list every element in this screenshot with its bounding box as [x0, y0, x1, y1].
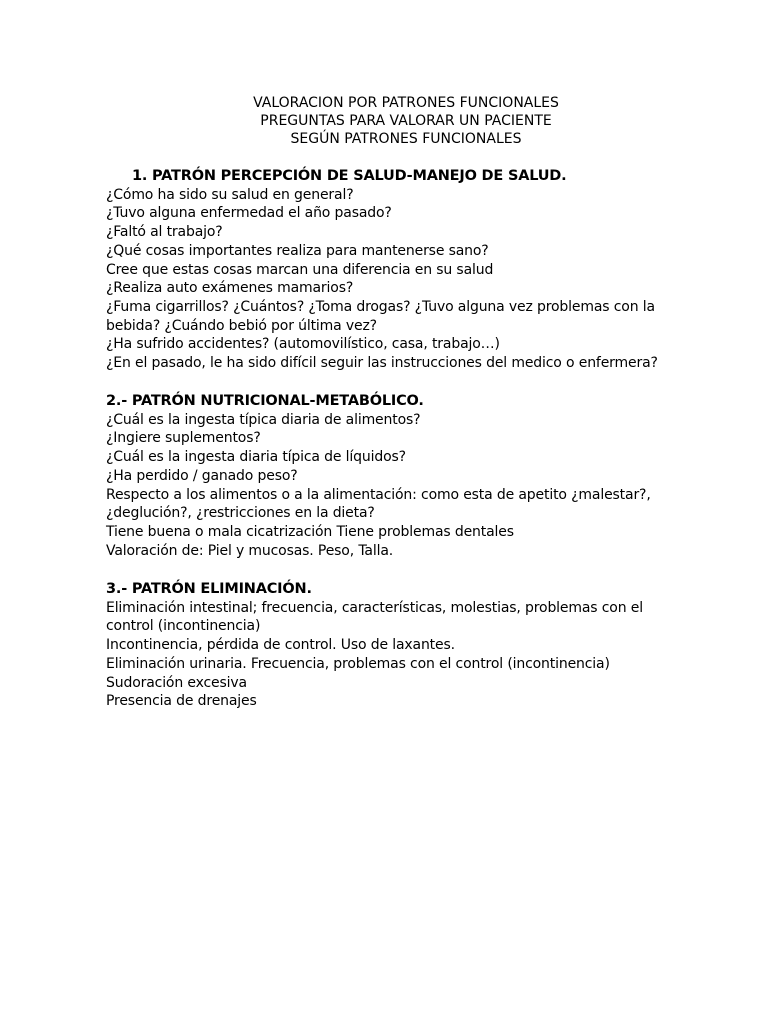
section-heading: 2.- PATRÓN NUTRICIONAL-METABÓLICO. [106, 393, 424, 409]
question-line: control (incontinencia) [106, 618, 261, 635]
question-line: ¿Cuál es la ingesta típica diaria de alimentos? [106, 411, 421, 428]
question-line: Tiene buena o mala cicatrización Tiene problemas dentales [106, 523, 514, 540]
question-line: ¿Faltó al trabajo? [106, 224, 223, 241]
section-heading: 3.- PATRÓN ELIMINACIÓN. [106, 581, 312, 597]
question-line: Eliminación urinaria. Frecuencia, problemas con el control (incontinencia) [106, 655, 610, 672]
section-elimination [106, 580, 666, 711]
question-line: Presencia de drenajes [106, 693, 257, 710]
question-line: Sudoración excesiva [106, 674, 247, 691]
section-heading: 1. PATRÓN PERCEPCIÓN DE SALUD-MANEJO DE SALUD. [132, 168, 567, 184]
section-health-perception [106, 167, 666, 373]
question-line: Incontinencia, pérdida de control. Uso de laxantes. [106, 637, 455, 654]
section-nutritional-metabolic [106, 392, 666, 560]
question-line: Valoración de: Piel y mucosas. Peso, Talla. [106, 542, 394, 559]
question-line: ¿Qué cosas importantes realiza para mantenerse sano? [106, 242, 489, 259]
title-line: PREGUNTAS PARA VALORAR UN PACIENTE [260, 113, 552, 129]
question-line: ¿Ha perdido / ganado peso? [106, 467, 298, 484]
question-line: ¿Ha sufrido accidentes? (automovilístico, casa, trabajo…) [106, 336, 500, 353]
question-line: bebida? ¿Cuándo bebió por última vez? [106, 317, 377, 334]
title-line: VALORACION POR PATRONES FUNCIONALES [253, 95, 559, 111]
question-line: ¿Tuvo alguna enfermedad el año pasado? [106, 205, 392, 222]
question-line: ¿Realiza auto exámenes mamarios? [106, 280, 354, 297]
question-line: ¿Cuál es la ingesta diaria típica de líquidos? [106, 449, 406, 466]
question-line: ¿deglución?, ¿restricciones en la dieta? [106, 505, 375, 522]
question-line: ¿Ingiere suplementos? [106, 430, 261, 447]
question-line: ¿Cómo ha sido su salud en general? [106, 186, 354, 203]
question-line: ¿En el pasado, le ha sido difícil seguir las instrucciones del medico o enfermera? [106, 355, 658, 372]
question-line: ¿Fuma cigarrillos? ¿Cuántos? ¿Toma drogas? ¿Tuvo alguna vez problemas con la [106, 298, 655, 315]
question-line: Respecto a los alimentos o a la alimentación: como esta de apetito ¿malestar?, [106, 486, 651, 503]
question-line: Cree que estas cosas marcan una diferencia en su salud [106, 261, 494, 278]
document-title [0, 94, 768, 148]
question-line: Eliminación intestinal; frecuencia, características, molestias, problemas con el [106, 599, 643, 616]
title-line: SEGÚN PATRONES FUNCIONALES [290, 131, 522, 147]
